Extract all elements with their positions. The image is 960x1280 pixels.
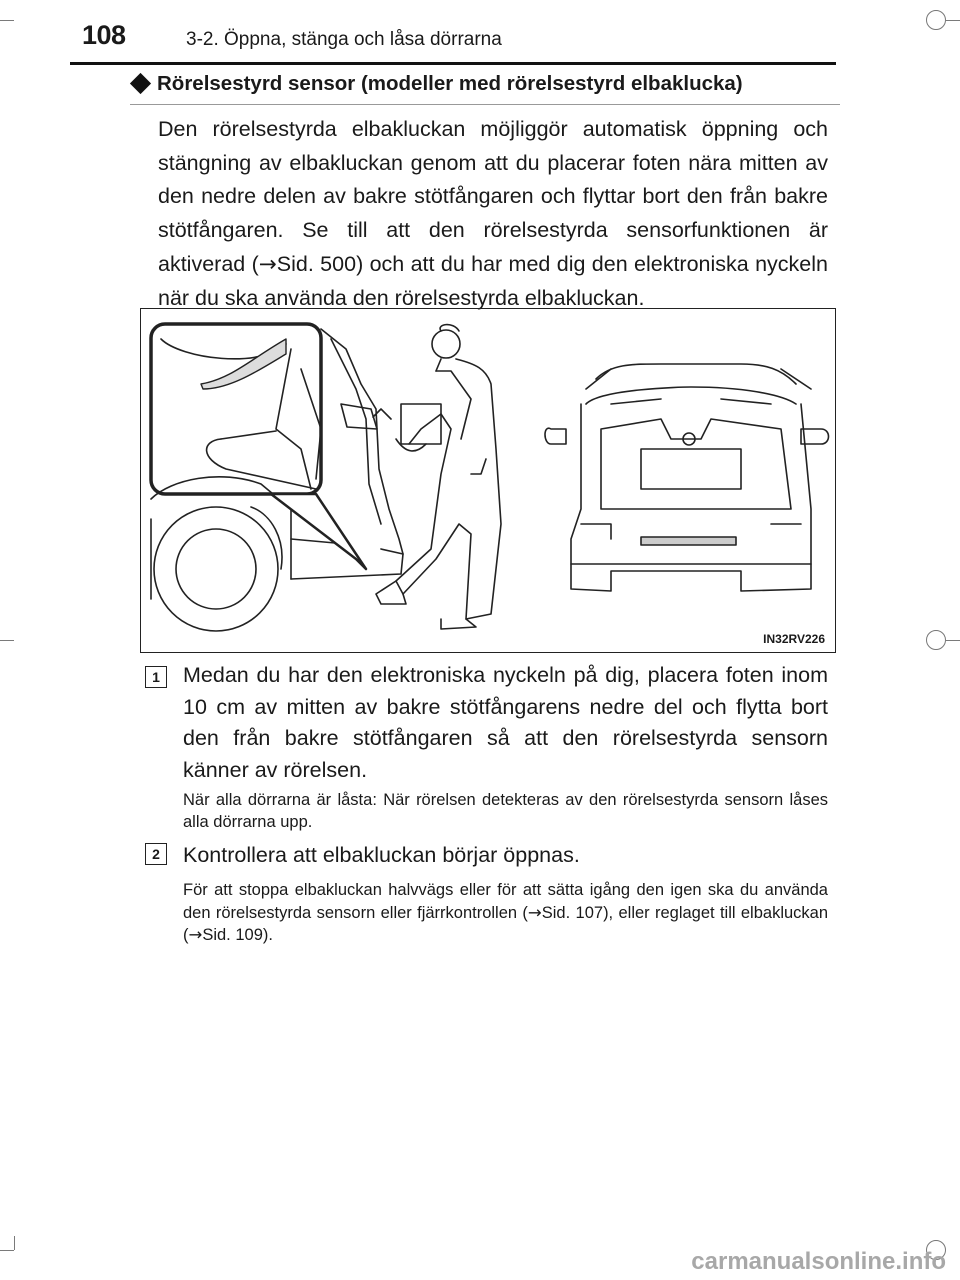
- note-text: För att stoppa elbakluckan halvvägs eller för att sätta igång den igen ska du använda den rörelsestyrda sensorn eller fjärrkontrollen (: [183, 881, 828, 922]
- tailgate-sensor-illustration: [141, 309, 836, 653]
- crop-mark: [946, 640, 960, 641]
- header-rule: [70, 62, 836, 65]
- figure-code: IN32RV226: [763, 632, 825, 646]
- illustration-figure: [140, 308, 836, 653]
- section-heading: [130, 72, 840, 105]
- page-header: [0, 0, 960, 68]
- step-1-note: När alla dörrarna är låsta: När rörelsen detekteras av den rörelsestyrda sensorn låses alla dörrarna upp.: [183, 791, 828, 831]
- crop-mark: [0, 640, 14, 641]
- crop-mark: [14, 1236, 15, 1250]
- section-title: Rörelsestyrd sensor (modeller med rörelsestyrd elbaklucka): [157, 72, 743, 95]
- arrow-icon: →: [188, 925, 203, 944]
- step-number-2: 2: [145, 843, 167, 865]
- intro-text: Den rörelsestyrda elbakluckan möjliggör automatisk öppning och stängning av elbakluckan genom att du placerar foten nära mitten av den nedre delen av bakre stötfångaren och flyttar bort den från bakre stötfångaren. Se till att den rörelsestyrda sensorfunktionen är aktiverad (: [158, 117, 828, 276]
- diamond-bullet-icon: [130, 73, 151, 94]
- page-number: 108: [82, 20, 126, 50]
- arrow-icon: →: [527, 902, 542, 922]
- man-with-box: [376, 325, 501, 629]
- watermark[interactable]: carmanualsonline.info: [691, 1248, 946, 1275]
- step-2-text: Kontrollera att elbakluckan börjar öppnas.: [183, 843, 580, 867]
- car-rear-view: [545, 364, 829, 591]
- intro-paragraph: [158, 113, 828, 315]
- sensor-callout-inset: [151, 324, 366, 569]
- page-reference: Sid. 107: [541, 903, 604, 922]
- registration-mark: [926, 630, 946, 650]
- page-reference: Sid. 109: [202, 926, 263, 944]
- step-1-text: Medan du har den elektroniska nyckeln på dig, placera foten inom 10 cm av mitten av bakre stötfångarens nedre del och flytta bort den från bakre stötfångaren så att den rörelsestyrda sensorn känner av rörelsen.: [183, 663, 828, 782]
- chapter-title: 3-2. Öppna, stänga och låsa dörrarna: [186, 29, 502, 50]
- arrow-icon: →: [258, 251, 277, 277]
- note-text: ).: [262, 926, 273, 944]
- step-number-1: 1: [145, 666, 167, 688]
- intro-text: ) och att du har med dig den elektroniska nyckeln när du ska använda den rörelsestyrda elbakluckan.: [158, 251, 828, 310]
- page-reference: Sid. 500: [276, 251, 357, 276]
- note-text: ), eller reglaget till elbakluckan (: [183, 903, 829, 944]
- crop-mark: [0, 1250, 14, 1251]
- step-2-note: [183, 880, 828, 947]
